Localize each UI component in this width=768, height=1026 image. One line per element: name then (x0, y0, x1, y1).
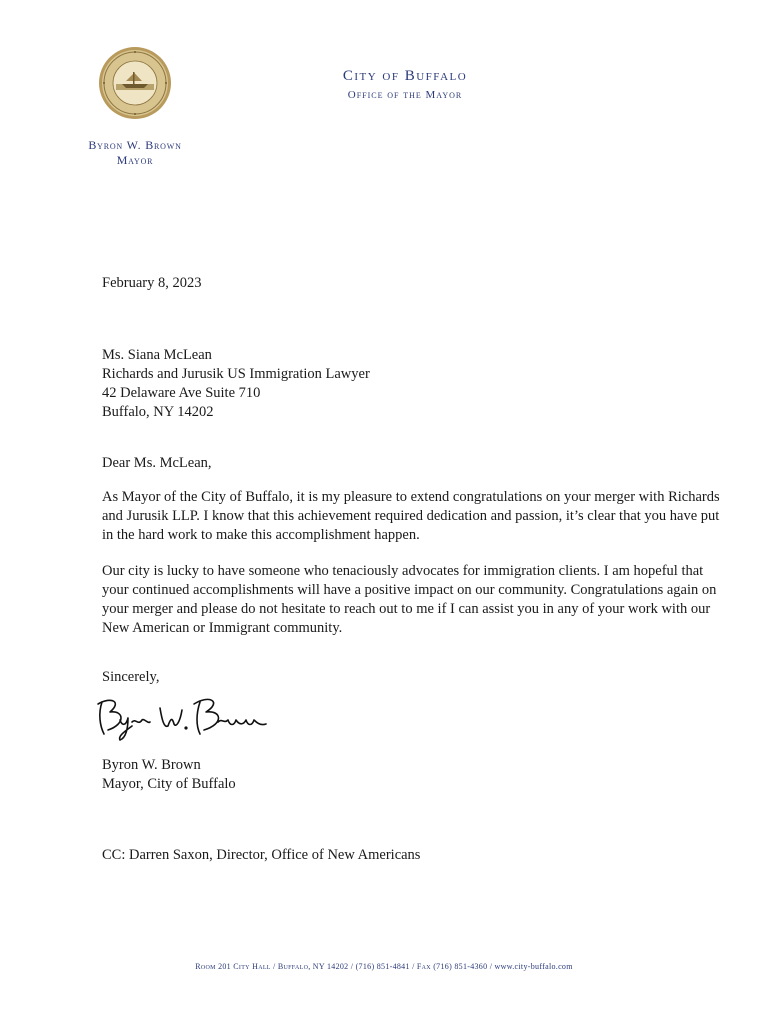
letterhead-footer (0, 962, 768, 971)
recipient-city: Buffalo, NY 14202 (102, 404, 214, 420)
mayor-block (60, 138, 210, 168)
signer-block (102, 756, 236, 794)
signer-name: Byron W. Brown (102, 757, 201, 773)
recipient-name: Ms. Siana McLean (102, 347, 212, 363)
paragraph-2: Our city is lucky to have someone who tenaciously advocates for immigration clients. I am hopeful that your continued accomplishments will have a positive impact on our community. Congratulations again on your merger and please do not hesitate to reach out to me if I can assist you in any of your work with our New American or Immigrant community. (102, 563, 717, 636)
footer-website: www.city-buffalo.com (494, 962, 573, 971)
recipient-firm: Richards and Jurusik US Immigration Lawyer (102, 366, 370, 382)
recipient-address (102, 346, 370, 422)
letter-date: February 8, 2023 (102, 275, 202, 291)
footer-address: Room 201 City Hall / Buffalo, NY 14202 / (716) 851-4841 / Fax (716) 851-4360 / (195, 962, 495, 971)
recipient-street: 42 Delaware Ave Suite 710 (102, 385, 261, 401)
handwritten-signature (94, 692, 274, 742)
cc-line: CC: Darren Saxon, Director, Office of New Americans (102, 847, 421, 863)
letterhead (280, 66, 530, 102)
signer-title: Mayor, City of Buffalo (102, 776, 236, 792)
office-name: Office of the Mayor (347, 89, 463, 101)
closing: Sincerely, (102, 669, 160, 685)
city-name: City of Buffalo (342, 68, 468, 84)
paragraph-1: As Mayor of the City of Buffalo, it is my pleasure to extend congratulations on your merger with Richards and Jurusik LLP. I know that this achievement required dedication and passion, it’s clear that you have put in the hard work to make this accomplishment happen. (102, 489, 720, 543)
city-seal-icon (98, 46, 172, 120)
mayor-name: Byron W. Brown (88, 138, 182, 152)
mayor-title: Mayor (116, 153, 154, 167)
salutation: Dear Ms. McLean, (102, 455, 212, 471)
